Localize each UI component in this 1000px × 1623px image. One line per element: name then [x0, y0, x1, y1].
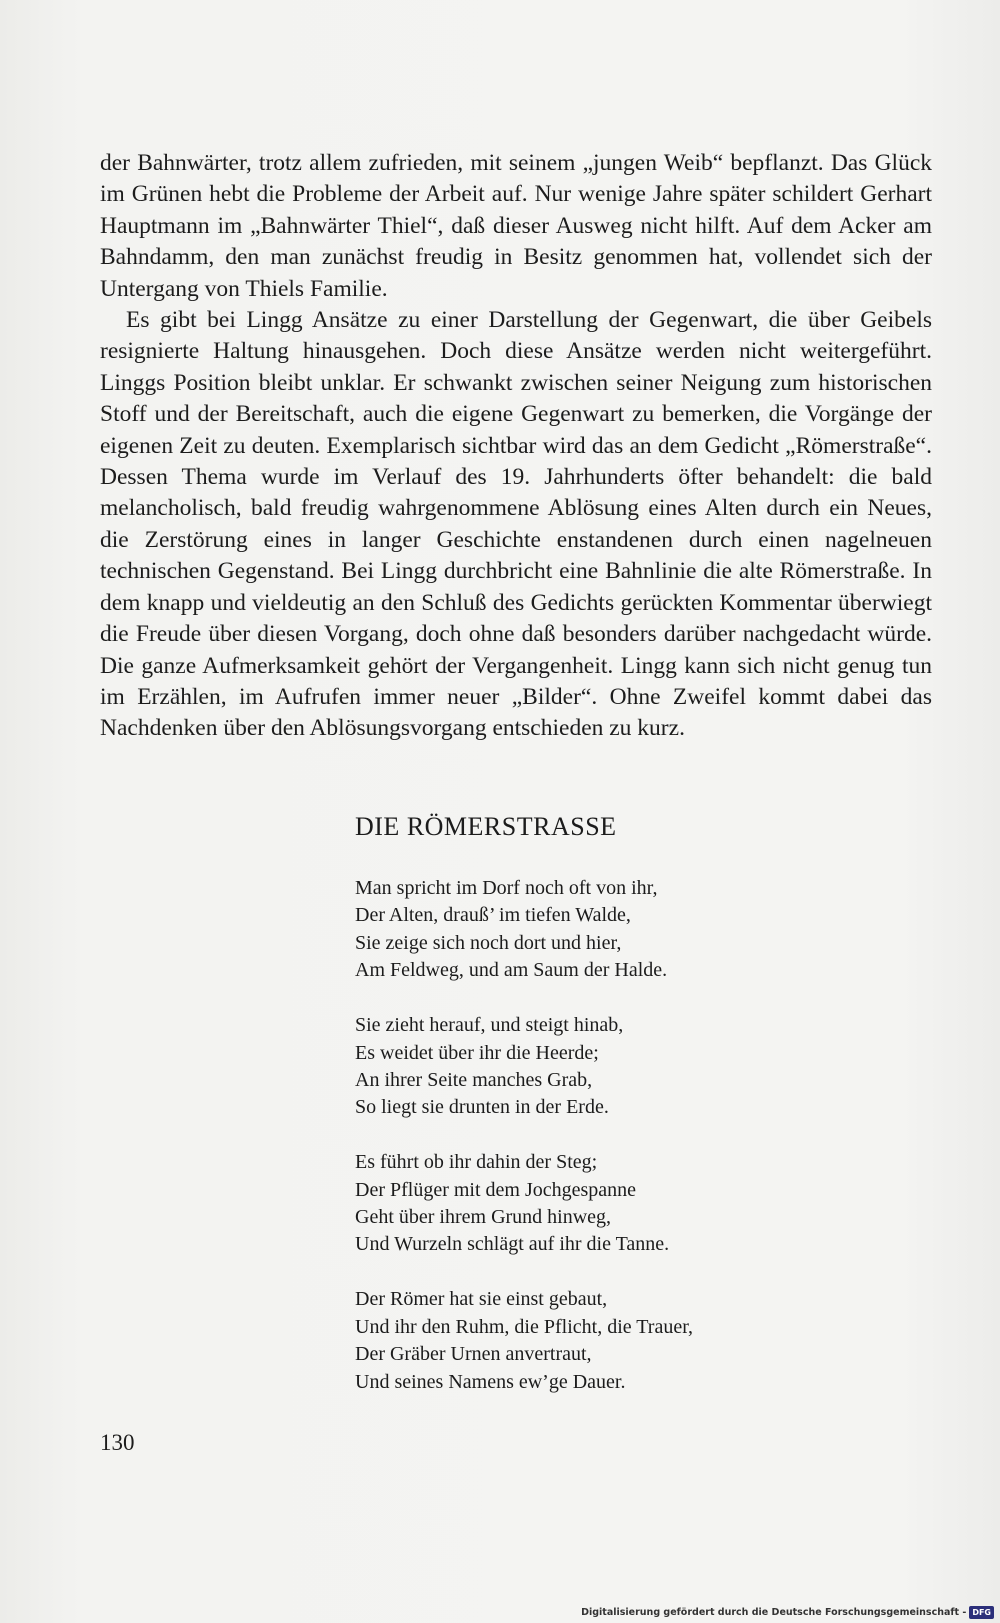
poem-line: Geht über ihrem Grund hinweg, [355, 1206, 612, 1229]
poem-stanza-2 [355, 1012, 693, 1122]
body-text [100, 148, 932, 745]
poem-line: An ihrer Seite manches Grab, [355, 1068, 593, 1091]
poem-line: Es weidet über ihr die Heerde; [355, 1041, 599, 1064]
poem-stanza-3 [355, 1149, 693, 1259]
footer-text: Digitalisierung gefördert durch die Deutsche Forschungsgemeinschaft - [581, 1606, 967, 1618]
poem-stanza-1 [355, 875, 693, 985]
poem-line: Es führt ob ihr dahin der Steg; [355, 1151, 598, 1174]
poem [355, 875, 693, 1424]
poem-line: Und ihr den Ruhm, die Pflicht, die Trauer, [355, 1315, 694, 1338]
poem-line: Und seines Namens ew’ge Dauer. [355, 1370, 626, 1393]
paragraph-2: Es gibt bei Lingg Ansätze zu einer Darstellung der Gegenwart, die über Geibels resignierte Haltung hinausgehen. Doch diese Ansätze werden nicht weitergeführt. Linggs Position bleibt unklar. Er schwankt zwischen seiner Neigung zum historischen Stoff und der Bereitschaft, auch die eigene Gegenwart zu bemerken, die Vorgänge der eigenen Zeit zu deuten. Exemplarisch sichtbar wird das an dem Gedicht „Römerstraße“. Dessen Thema wurde im Verlauf des 19. Jahrhunderts öfter behandelt: die bald melancholisch, bald freudig wahrgenommene Ablösung eines Alten durch ein Neues, die Zerstörung eines in langer Geschichte enstandenen durch einen nagelneuen technischen Gegenstand. Bei Lingg durchbricht eine Bahnlinie die alte Römerstraße. In dem knapp und vieldeutig an den Schluß des Gedichts gerückten Kommentar überwiegt die Freude über diesen Vorgang, doch ohne daß besonders darüber nachgedacht würde. Die ganze Aufmerksamkeit gehört der Vergangenheit. Lingg kann sich nicht genug tun im Erzählen, im Aufrufen immer neuer „Bilder“. Ohne Zweifel kommt dabei das Nachdenken über den Ablösungsvorgang entschieden zu kurz. [100, 307, 932, 742]
paragraph-1: der Bahnwärter, trotz allem zufrieden, mit seinem „jungen Weib“ bepflanzt. Das Glück im Grünen hebt die Probleme der Arbeit auf. Nur wenige Jahre später schildert Gerhart Hauptmann im „Bahnwärter Thiel“, daß dieser Ausweg nicht hilft. Auf dem Acker am Bahndamm, den man zunächst freudig in Besitz genommen hat, vollendet sich der Untergang von Thiels Familie. [100, 150, 932, 302]
poem-line: Sie zieht herauf, und steigt hinab, [355, 1014, 624, 1037]
dfg-logo: DFG [969, 1606, 994, 1619]
poem-title: DIE RÖMERSTRASSE [355, 812, 617, 841]
poem-line: Der Römer hat sie einst gebaut, [355, 1288, 608, 1311]
poem-line: Man spricht im Dorf noch oft von ihr, [355, 877, 658, 899]
poem-line: Am Feldweg, und am Saum der Halde. [355, 959, 668, 982]
poem-line: Der Alten, drauß’ im tiefen Walde, [355, 904, 631, 927]
page-number: 130 [100, 1430, 135, 1455]
poem-line: Sie zeige sich noch dort und hier, [355, 931, 622, 954]
poem-line: So liegt sie drunten in der Erde. [355, 1096, 609, 1119]
poem-line: Der Pflüger mit dem Jochgespanne [355, 1178, 637, 1201]
poem-stanza-4 [355, 1286, 693, 1396]
poem-line: Der Gräber Urnen anvertraut, [355, 1343, 592, 1366]
digitization-footer [581, 1605, 994, 1619]
poem-line: Und Wurzeln schlägt auf ihr die Tanne. [355, 1233, 670, 1256]
